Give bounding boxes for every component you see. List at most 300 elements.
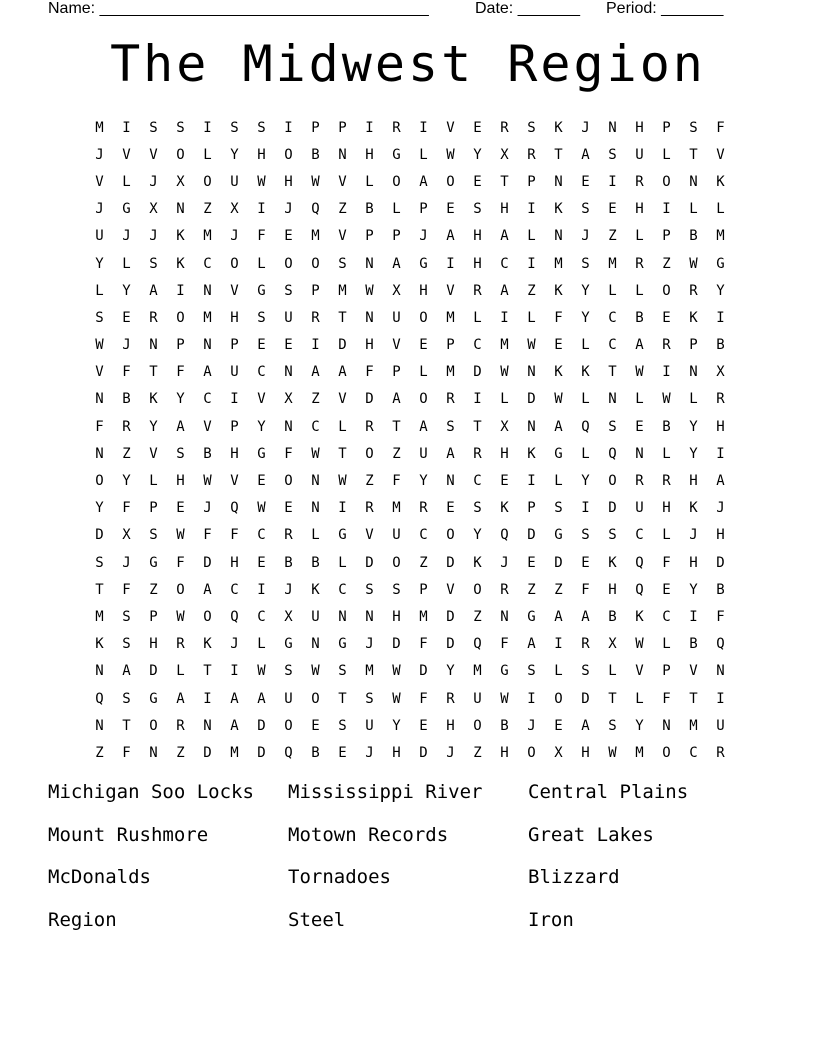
- grid-letter: R: [527, 146, 536, 163]
- grid-letter: N: [311, 636, 320, 653]
- grid-letter: N: [95, 717, 104, 734]
- grid-letter: J: [500, 554, 509, 571]
- grid-letter: F: [392, 473, 401, 490]
- grid-letter: Q: [581, 418, 590, 435]
- grid-letter: V: [338, 173, 347, 190]
- grid-letter: X: [500, 418, 509, 435]
- grid-letter: A: [500, 282, 509, 299]
- grid-letter: Q: [635, 554, 644, 571]
- grid-letter: N: [446, 473, 455, 490]
- grid-letter: W: [311, 663, 320, 680]
- grid-letter: P: [527, 500, 536, 517]
- grid-letter: T: [554, 146, 563, 163]
- grid-letter: J: [365, 636, 374, 653]
- grid-row: [86, 114, 734, 141]
- grid-letter: G: [392, 146, 401, 163]
- grid-letter: T: [338, 309, 347, 326]
- grid-letter: M: [554, 255, 563, 272]
- grid-letter: U: [230, 364, 239, 381]
- grid-letter: I: [473, 391, 482, 408]
- grid-letter: E: [581, 173, 590, 190]
- grid-letter: E: [284, 500, 293, 517]
- grid-letter: I: [122, 119, 131, 136]
- grid-letter: A: [581, 717, 590, 734]
- grid-letter: E: [608, 201, 617, 218]
- grid-letter: F: [284, 445, 293, 462]
- grid-letter: L: [122, 173, 131, 190]
- grid-letter: C: [338, 581, 347, 598]
- grid-letter: O: [527, 744, 536, 761]
- grid-row: [86, 168, 734, 195]
- grid-letter: W: [365, 282, 374, 299]
- grid-letter: J: [149, 173, 158, 190]
- grid-letter: S: [608, 146, 617, 163]
- grid-letter: N: [500, 608, 509, 625]
- grid-letter: D: [257, 744, 266, 761]
- grid-letter: B: [365, 201, 374, 218]
- grid-letter: U: [284, 309, 293, 326]
- grid-row: [86, 141, 734, 168]
- grid-letter: S: [284, 282, 293, 299]
- grid-letter: L: [662, 636, 671, 653]
- grid-letter: N: [95, 663, 104, 680]
- grid-letter: A: [392, 391, 401, 408]
- grid-letter: Z: [554, 581, 563, 598]
- grid-letter: R: [662, 337, 671, 354]
- name-field-label: Name: _____________________________________: [48, 0, 429, 17]
- grid-letter: P: [230, 418, 239, 435]
- grid-row: [86, 739, 734, 766]
- grid-letter: I: [446, 255, 455, 272]
- grid-letter: I: [527, 201, 536, 218]
- grid-letter: R: [176, 636, 185, 653]
- grid-letter: X: [608, 636, 617, 653]
- grid-letter: K: [203, 636, 212, 653]
- grid-letter: H: [446, 717, 455, 734]
- grid-letter: P: [392, 364, 401, 381]
- grid-letter: U: [635, 146, 644, 163]
- grid-letter: S: [554, 500, 563, 517]
- grid-letter: U: [419, 445, 428, 462]
- grid-letter: Q: [284, 744, 293, 761]
- grid-letter: D: [608, 500, 617, 517]
- grid-letter: M: [95, 119, 104, 136]
- grid-letter: I: [689, 608, 698, 625]
- grid-letter: D: [527, 391, 536, 408]
- grid-letter: W: [554, 391, 563, 408]
- grid-row: [86, 712, 734, 739]
- grid-letter: N: [365, 608, 374, 625]
- grid-letter: A: [419, 418, 428, 435]
- grid-letter: N: [95, 391, 104, 408]
- grid-letter: D: [446, 636, 455, 653]
- grid-letter: D: [527, 527, 536, 544]
- grid-letter: O: [662, 173, 671, 190]
- grid-letter: K: [500, 500, 509, 517]
- grid-letter: E: [473, 173, 482, 190]
- grid-letter: H: [176, 473, 185, 490]
- grid-letter: T: [689, 146, 698, 163]
- grid-row: [86, 522, 734, 549]
- grid-letter: M: [446, 309, 455, 326]
- grid-letter: N: [689, 364, 698, 381]
- grid-letter: V: [392, 337, 401, 354]
- grid-letter: R: [446, 391, 455, 408]
- grid-letter: K: [95, 636, 104, 653]
- grid-letter: Z: [473, 744, 482, 761]
- grid-letter: E: [311, 717, 320, 734]
- grid-letter: U: [230, 173, 239, 190]
- grid-letter: G: [419, 255, 428, 272]
- grid-letter: J: [122, 228, 131, 245]
- grid-letter: K: [473, 554, 482, 571]
- grid-letter: E: [527, 554, 536, 571]
- grid-letter: O: [608, 473, 617, 490]
- grid-letter: T: [122, 717, 131, 734]
- grid-letter: S: [257, 119, 266, 136]
- grid-letter: J: [203, 500, 212, 517]
- grid-letter: E: [662, 581, 671, 598]
- grid-letter: L: [635, 391, 644, 408]
- grid-letter: W: [446, 146, 455, 163]
- grid-letter: O: [446, 527, 455, 544]
- grid-letter: J: [446, 744, 455, 761]
- grid-letter: V: [149, 445, 158, 462]
- grid-letter: C: [257, 364, 266, 381]
- grid-letter: B: [608, 608, 617, 625]
- grid-letter: P: [311, 282, 320, 299]
- grid-letter: J: [419, 228, 428, 245]
- grid-letter: U: [365, 717, 374, 734]
- grid-letter: H: [284, 173, 293, 190]
- grid-letter: X: [122, 527, 131, 544]
- grid-letter: U: [716, 717, 725, 734]
- grid-letter: U: [392, 309, 401, 326]
- grid-letter: O: [392, 173, 401, 190]
- grid-letter: S: [581, 527, 590, 544]
- grid-letter: D: [203, 744, 212, 761]
- grid-letter: Y: [122, 282, 131, 299]
- grid-letter: L: [581, 445, 590, 462]
- grid-letter: Y: [635, 717, 644, 734]
- grid-letter: Z: [203, 201, 212, 218]
- grid-letter: A: [716, 473, 725, 490]
- grid-letter: R: [392, 119, 401, 136]
- grid-letter: R: [635, 473, 644, 490]
- grid-letter: N: [95, 445, 104, 462]
- grid-letter: K: [608, 554, 617, 571]
- grid-letter: A: [554, 418, 563, 435]
- grid-letter: A: [554, 608, 563, 625]
- grid-letter: F: [716, 119, 725, 136]
- grid-letter: Q: [230, 500, 239, 517]
- grid-letter: A: [446, 228, 455, 245]
- grid-letter: O: [473, 581, 482, 598]
- grid-letter: E: [419, 337, 428, 354]
- grid-letter: S: [608, 418, 617, 435]
- grid-letter: E: [662, 309, 671, 326]
- grid-letter: Y: [257, 418, 266, 435]
- grid-row: [86, 685, 734, 712]
- grid-letter: L: [635, 282, 644, 299]
- grid-letter: E: [284, 228, 293, 245]
- grid-letter: X: [149, 201, 158, 218]
- grid-letter: L: [689, 391, 698, 408]
- grid-letter: O: [284, 255, 293, 272]
- grid-letter: X: [392, 282, 401, 299]
- grid-letter: F: [257, 228, 266, 245]
- grid-letter: N: [554, 173, 563, 190]
- grid-letter: F: [500, 636, 509, 653]
- grid-letter: W: [311, 445, 320, 462]
- grid-letter: E: [500, 473, 509, 490]
- grid-letter: I: [203, 690, 212, 707]
- grid-letter: H: [473, 228, 482, 245]
- grid-letter: Z: [95, 744, 104, 761]
- grid-letter: N: [311, 473, 320, 490]
- grid-letter: L: [527, 228, 536, 245]
- grid-letter: N: [203, 282, 212, 299]
- grid-letter: N: [203, 717, 212, 734]
- grid-letter: Z: [311, 391, 320, 408]
- grid-letter: Y: [230, 146, 239, 163]
- grid-letter: B: [311, 146, 320, 163]
- grid-letter: O: [419, 309, 428, 326]
- grid-letter: Z: [122, 445, 131, 462]
- grid-row: [86, 549, 734, 576]
- grid-letter: Y: [581, 473, 590, 490]
- grid-letter: H: [230, 554, 239, 571]
- grid-letter: K: [554, 119, 563, 136]
- grid-letter: K: [176, 255, 185, 272]
- grid-letter: P: [338, 119, 347, 136]
- grid-letter: M: [203, 228, 212, 245]
- grid-letter: A: [257, 690, 266, 707]
- grid-letter: T: [392, 418, 401, 435]
- grid-letter: B: [716, 337, 725, 354]
- grid-letter: I: [311, 337, 320, 354]
- grid-letter: G: [500, 663, 509, 680]
- grid-letter: M: [203, 309, 212, 326]
- grid-letter: A: [176, 690, 185, 707]
- grid-letter: N: [203, 337, 212, 354]
- grid-letter: H: [149, 636, 158, 653]
- grid-letter: Y: [581, 309, 590, 326]
- grid-letter: L: [554, 663, 563, 680]
- grid-letter: D: [554, 554, 563, 571]
- grid-letter: O: [662, 744, 671, 761]
- grid-letter: A: [635, 337, 644, 354]
- grid-letter: R: [365, 500, 374, 517]
- grid-letter: K: [311, 581, 320, 598]
- grid-letter: S: [176, 119, 185, 136]
- grid-letter: T: [689, 690, 698, 707]
- grid-letter: B: [662, 418, 671, 435]
- word-bank-item: Mount Rushmore: [48, 823, 209, 846]
- grid-letter: Q: [716, 636, 725, 653]
- grid-letter: D: [581, 690, 590, 707]
- word-bank-item: McDonalds: [48, 866, 151, 889]
- grid-letter: A: [203, 581, 212, 598]
- grid-letter: D: [473, 364, 482, 381]
- grid-letter: V: [149, 146, 158, 163]
- grid-letter: Q: [230, 608, 239, 625]
- grid-letter: Z: [176, 744, 185, 761]
- grid-letter: S: [284, 663, 293, 680]
- grid-letter: B: [203, 445, 212, 462]
- grid-letter: L: [662, 146, 671, 163]
- grid-letter: F: [419, 636, 428, 653]
- grid-letter: B: [122, 391, 131, 408]
- word-bank: [48, 778, 768, 949]
- grid-letter: T: [95, 581, 104, 598]
- grid-letter: T: [203, 663, 212, 680]
- grid-letter: J: [716, 500, 725, 517]
- grid-letter: E: [635, 418, 644, 435]
- grid-letter: W: [689, 255, 698, 272]
- grid-letter: L: [608, 282, 617, 299]
- grid-letter: R: [635, 173, 644, 190]
- word-bank-item: Central Plains: [528, 781, 689, 803]
- grid-letter: J: [122, 337, 131, 354]
- grid-letter: M: [689, 717, 698, 734]
- grid-letter: R: [662, 473, 671, 490]
- grid-letter: E: [446, 500, 455, 517]
- grid-letter: Y: [689, 581, 698, 598]
- grid-letter: W: [176, 608, 185, 625]
- grid-letter: R: [716, 391, 725, 408]
- grid-letter: T: [473, 418, 482, 435]
- grid-letter: W: [95, 337, 104, 354]
- grid-letter: K: [581, 364, 590, 381]
- grid-letter: V: [257, 391, 266, 408]
- grid-letter: O: [284, 473, 293, 490]
- grid-letter: F: [176, 364, 185, 381]
- grid-letter: O: [311, 690, 320, 707]
- grid-letter: S: [608, 527, 617, 544]
- grid-letter: X: [230, 201, 239, 218]
- grid-letter: U: [284, 690, 293, 707]
- grid-letter: I: [527, 690, 536, 707]
- grid-letter: R: [689, 282, 698, 299]
- grid-letter: A: [446, 445, 455, 462]
- grid-letter: K: [554, 201, 563, 218]
- grid-letter: F: [122, 500, 131, 517]
- grid-letter: C: [257, 527, 266, 544]
- grid-letter: U: [311, 608, 320, 625]
- grid-letter: L: [392, 201, 401, 218]
- grid-letter: I: [176, 282, 185, 299]
- grid-letter: S: [527, 663, 536, 680]
- grid-letter: F: [554, 309, 563, 326]
- grid-letter: U: [392, 527, 401, 544]
- word-bank-item: Tornadoes: [288, 866, 391, 889]
- grid-letter: B: [284, 554, 293, 571]
- grid-letter: M: [446, 364, 455, 381]
- grid-letter: H: [689, 554, 698, 571]
- worksheet-header: [48, 0, 768, 20]
- grid-letter: L: [581, 337, 590, 354]
- grid-letter: E: [338, 744, 347, 761]
- grid-letter: R: [149, 309, 158, 326]
- grid-letter: A: [176, 418, 185, 435]
- word-bank-item: Great Lakes: [528, 823, 654, 846]
- grid-letter: C: [635, 527, 644, 544]
- grid-letter: L: [527, 309, 536, 326]
- grid-letter: O: [95, 473, 104, 490]
- grid-letter: H: [635, 201, 644, 218]
- grid-letter: Y: [95, 255, 104, 272]
- grid-letter: H: [635, 119, 644, 136]
- grid-letter: Y: [149, 418, 158, 435]
- grid-row: [86, 223, 734, 250]
- grid-letter: W: [338, 473, 347, 490]
- grid-row: [86, 413, 734, 440]
- grid-letter: C: [257, 608, 266, 625]
- grid-row: [86, 631, 734, 658]
- grid-letter: E: [176, 500, 185, 517]
- grid-letter: V: [338, 228, 347, 245]
- grid-letter: D: [149, 663, 158, 680]
- grid-letter: N: [338, 146, 347, 163]
- grid-letter: W: [257, 663, 266, 680]
- grid-letter: O: [203, 608, 212, 625]
- grid-letter: O: [284, 717, 293, 734]
- grid-letter: K: [149, 391, 158, 408]
- grid-letter: W: [608, 744, 617, 761]
- grid-letter: R: [365, 418, 374, 435]
- word-bank-item: Michigan Soo Locks: [48, 781, 254, 803]
- grid-letter: H: [500, 744, 509, 761]
- grid-letter: M: [311, 228, 320, 245]
- grid-letter: S: [608, 717, 617, 734]
- grid-letter: L: [581, 391, 590, 408]
- grid-letter: Q: [635, 581, 644, 598]
- grid-letter: Y: [473, 527, 482, 544]
- grid-letter: J: [230, 636, 239, 653]
- grid-letter: B: [500, 717, 509, 734]
- grid-letter: Z: [527, 581, 536, 598]
- grid-letter: I: [527, 255, 536, 272]
- grid-letter: H: [230, 309, 239, 326]
- grid-letter: N: [284, 364, 293, 381]
- grid-letter: I: [662, 364, 671, 381]
- grid-letter: I: [716, 445, 725, 462]
- grid-letter: H: [500, 445, 509, 462]
- grid-letter: P: [311, 119, 320, 136]
- grid-letter: M: [392, 500, 401, 517]
- grid-letter: T: [338, 690, 347, 707]
- grid-letter: W: [635, 636, 644, 653]
- grid-letter: K: [689, 309, 698, 326]
- grid-letter: X: [554, 744, 563, 761]
- grid-letter: C: [608, 337, 617, 354]
- grid-letter: L: [176, 663, 185, 680]
- grid-letter: M: [635, 744, 644, 761]
- grid-letter: H: [365, 146, 374, 163]
- grid-letter: O: [230, 255, 239, 272]
- grid-letter: O: [176, 581, 185, 598]
- grid-row: [86, 386, 734, 413]
- grid-letter: S: [527, 119, 536, 136]
- grid-letter: I: [608, 173, 617, 190]
- grid-letter: C: [230, 581, 239, 598]
- grid-letter: G: [149, 690, 158, 707]
- grid-letter: D: [446, 554, 455, 571]
- grid-letter: D: [419, 744, 428, 761]
- grid-letter: Q: [95, 690, 104, 707]
- grid-letter: I: [230, 663, 239, 680]
